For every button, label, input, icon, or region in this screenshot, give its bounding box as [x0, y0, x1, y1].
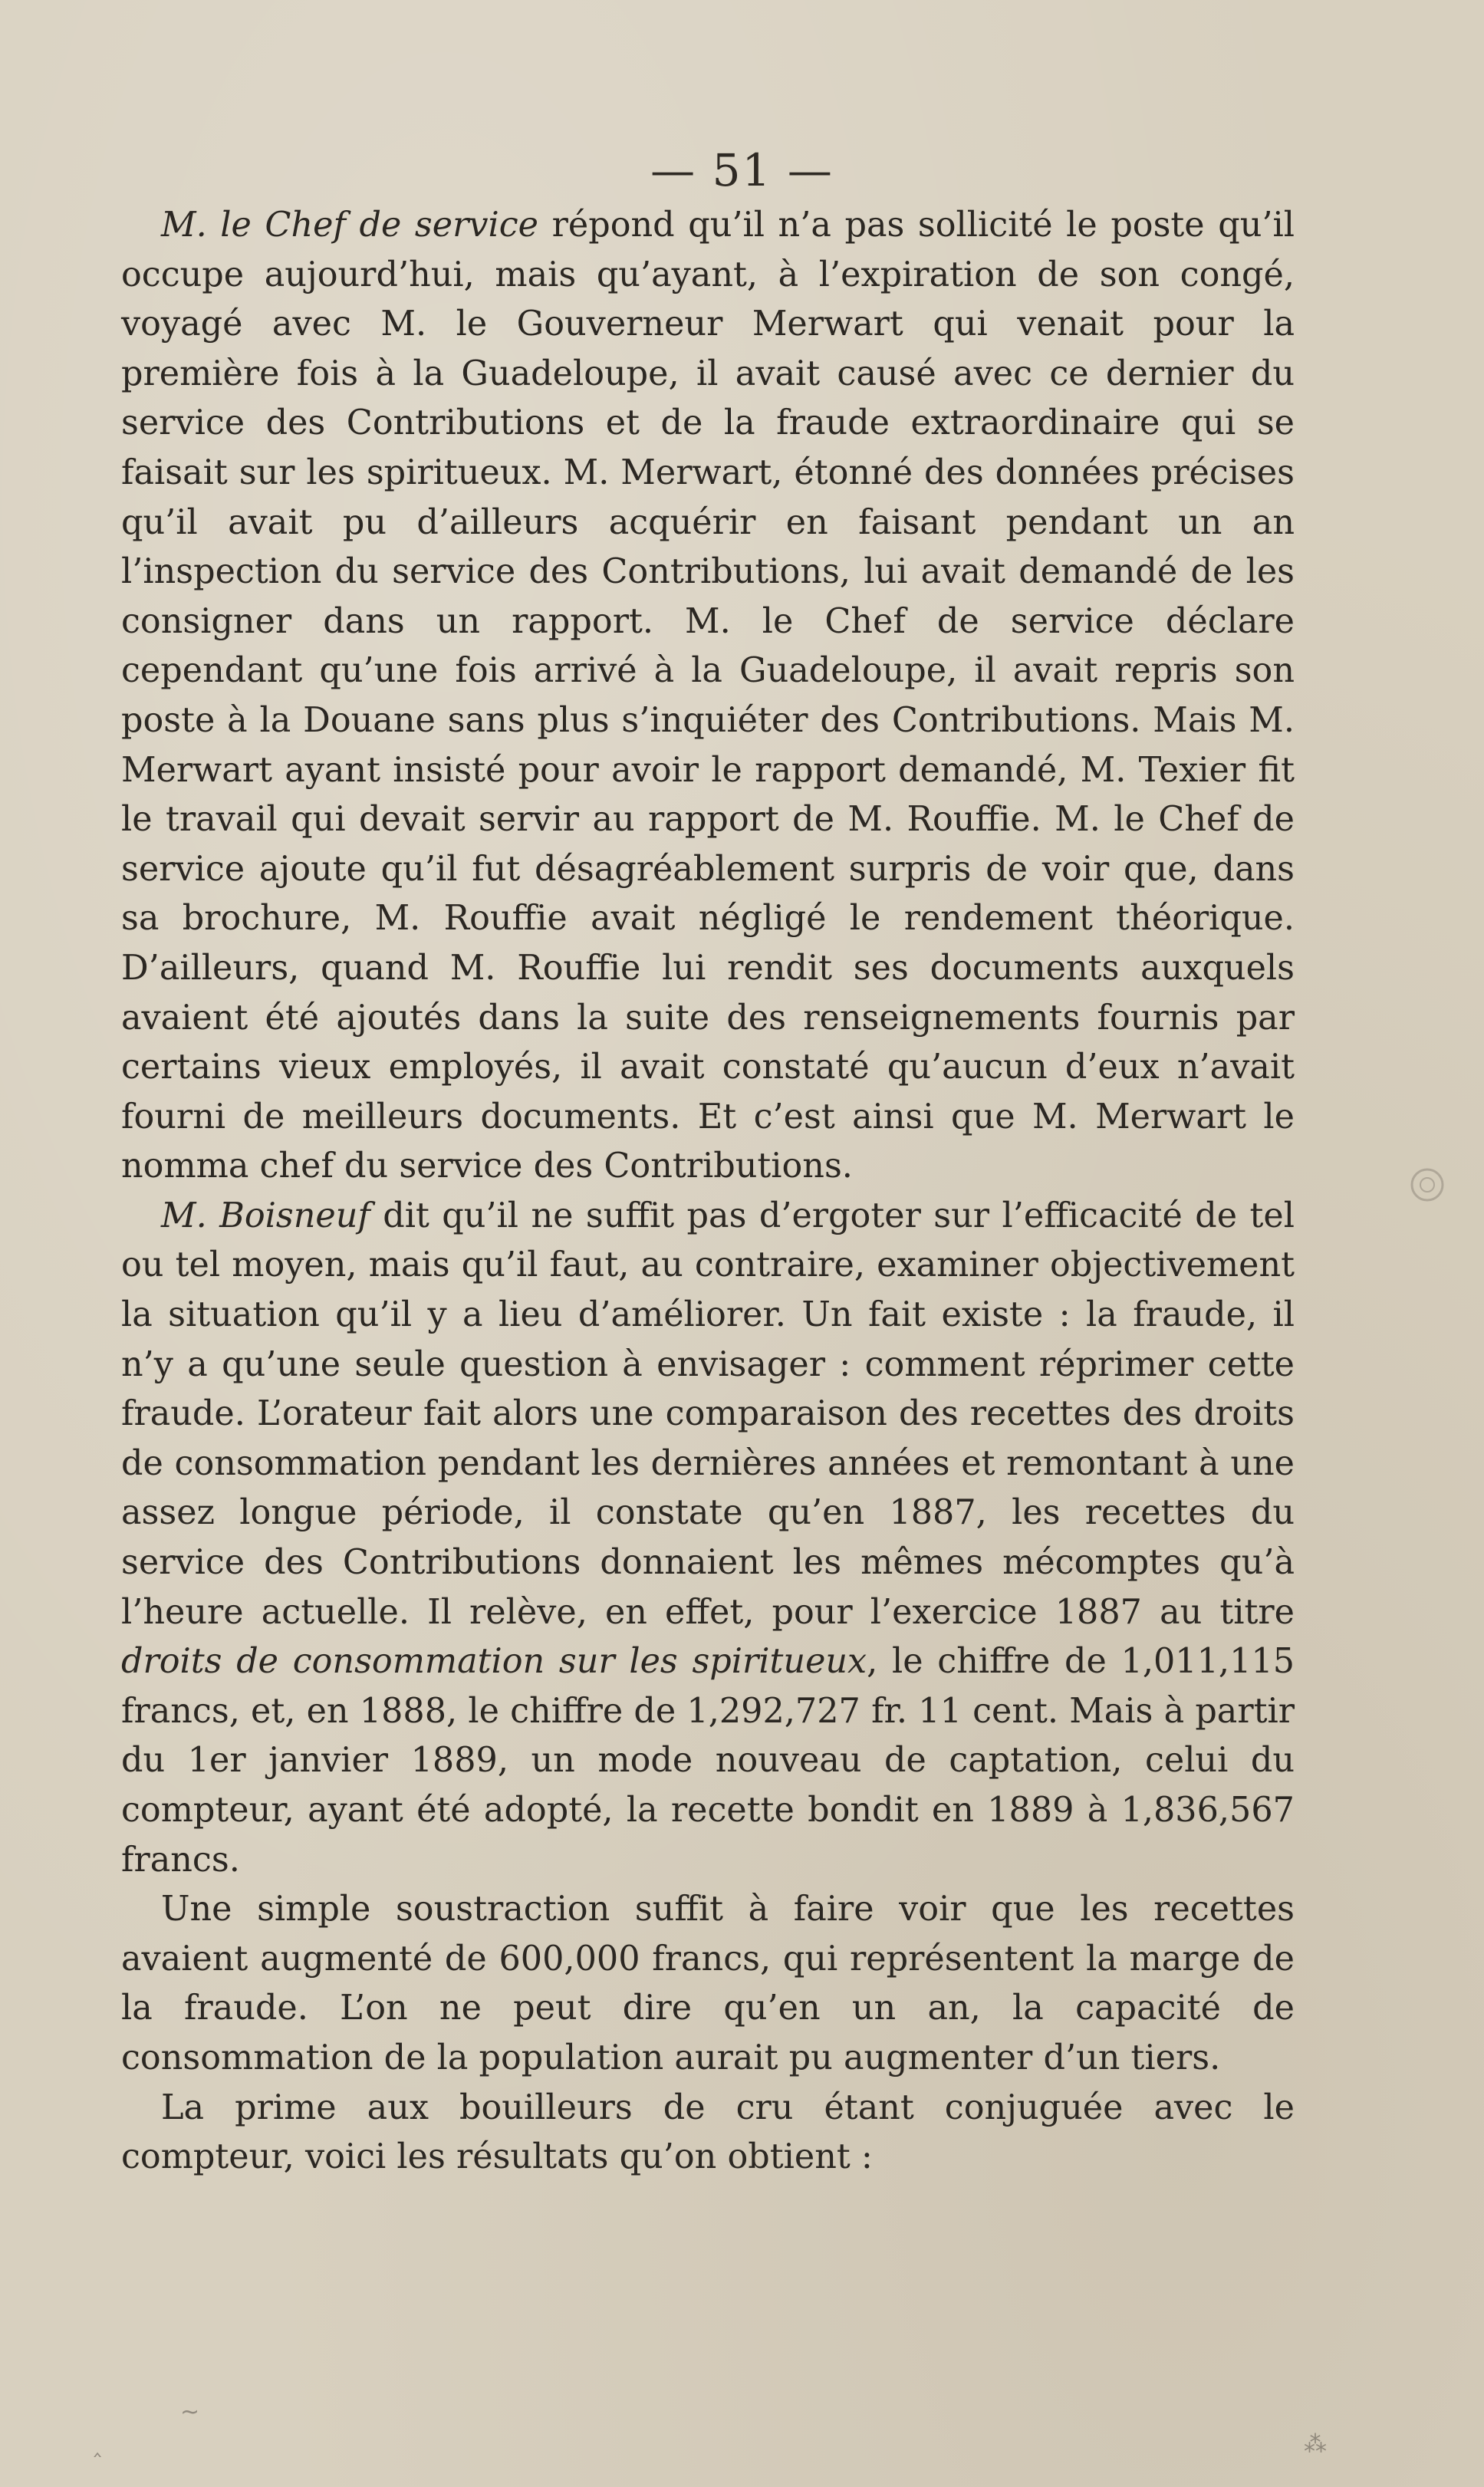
paragraph-soustraction	[121, 1885, 1295, 2083]
decorative-mark-icon: ~	[180, 2399, 200, 2426]
paragraph-prime	[121, 2084, 1295, 2183]
paragraph-text: La prime aux bouilleurs de cru étant conjuguée avec le compteur, voici les résultats qu’on obtient :	[121, 2087, 1295, 2177]
paragraph-chef-de-service	[121, 201, 1295, 1192]
paragraph-text: répond qu’il n’a pas sollicité le poste qu’il occupe aujourd’hui, mais qu’ayant, à l’expiration de son congé, voyagé avec M. le Gouverneur Merwart qui venait pour la première fois à la Guadeloupe, il avait causé avec ce dernier du service des Contributions et de la fraude extraordinaire qui se faisait sur les spiritueux. M. Merwart, étonné des données précises qu’il avait pu d’ailleurs acquérir en faisant pendant un an l’inspection du service des Contributions, lui avait demandé de les consigner dans un rapport. M. le Chef de service déclare cependant qu’une fois arrivé à la Guadeloupe, il avait repris son poste à la Douane sans plus s’inquiéter des Contributions. Mais M. Merwart ayant insisté pour avoir le rapport demandé, M. Texier fit le travail qui devait servir au rapport de M. Rouffie. M. le Chef de service ajoute qu’il fut désagréablement surpris de voir que, dans sa brochure, M. Rouffie avait négligé le rendement théorique. D’ailleurs, quand M. Rouffie lui rendit ses documents auxquels avaient été ajoutés dans la suite des renseignements fournis par certains vieux employés, il avait constaté qu’aucun d’eux n’avait fourni de meilleurs documents. Et c’est ainsi que M. Merwart le nomma chef du service des Contributions.	[121, 206, 1295, 1186]
speaker-name: M. Boisneuf	[161, 1196, 370, 1235]
speaker-name: M. le Chef de service	[161, 206, 539, 245]
emphasis-text: droits de consommation sur les spiritueux	[121, 1642, 867, 1682]
paragraph-boisneuf	[121, 1192, 1295, 1885]
paragraph-text: Une simple soustraction suffit à faire voir que les recettes avaient augmenté de 600,000 francs, qui représentent la marge de la fraude. L’on ne peut dire qu’en un an, la capacité de consommation de la population aurait pu augmenter d’un tiers.	[121, 1890, 1295, 2077]
paragraph-text: , le chiffre de 1,011,115 francs, et, en 1888, le chiffre de 1,292,727 fr. 11 cent. Mais à partir du 1er janvier 1889, un mode nouveau de captation, celui du compteur, ayant été adopté, la recette bondit en 1889 à 1,836,567 francs.	[121, 1642, 1295, 1880]
page-number: — 51 —	[650, 144, 834, 196]
decorative-mark-icon: ⁂	[1304, 2431, 1327, 2458]
decorative-mark-icon: ‸	[94, 2431, 102, 2458]
body-text	[121, 201, 1295, 2183]
paragraph-text: dit qu’il ne suffit pas d’ergoter sur l’efficacité de tel ou tel moyen, mais qu’il faut, au contraire, examiner objectivement la situation qu’il y a lieu d’améliorer. Un fait existe : la fraude, il n’y a qu’une seule question à envisager : comment réprimer cette fraude. L’orateur fait alors une comparaison des recettes des droits de consommation pendant les dernières années et remontant à une assez longue période, il constate qu’en 1887, les recettes du service des Contributions donnaient les mêmes mécomptes qu’à l’heure actuelle. Il relève, en effet, pour l’exercice 1887 au titre	[121, 1196, 1295, 1632]
library-stamp-icon	[1408, 1166, 1446, 1204]
